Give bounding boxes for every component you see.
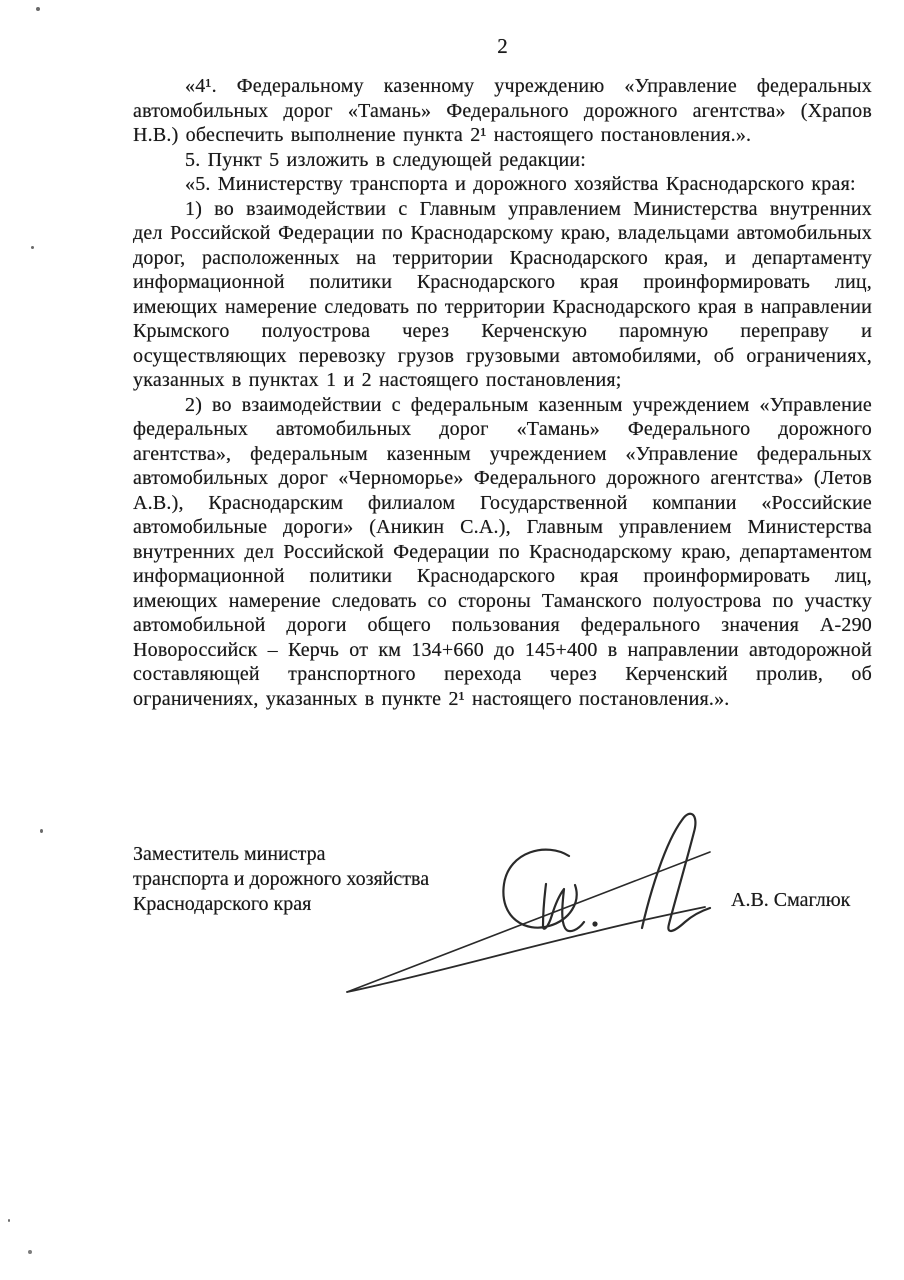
paragraph-item-5-header: «5. Министерству транспорта и дорожного хозяйства Краснодарского края:: [185, 173, 856, 195]
scan-speck: [40, 829, 43, 833]
scan-speck: [36, 7, 40, 11]
signatory-title-line: транспорта и дорожного хозяйства: [133, 868, 430, 890]
scan-speck: [8, 1219, 10, 1222]
paragraph-subitem-2: 2) во взаимодействии с федеральным казенным учреждением «Управление федеральных автомобильных дорог «Тамань» Федерального дорожного агентства», федеральным казенным учреждением «Управление федеральных автомобильных дорог «Черноморье» Федерального дорожного агентства» (Летов А.В.), Краснодарским филиалом Государственной компании «Российские автомобильные дороги» (Аникин С.А.), Главным управлением Министерства внутренних дел Российской Федерации по Краснодарскому краю, департаментом информационной политики Краснодарского края проинформировать лиц, имеющих намерение следовать со стороны Таманского полуострова по участку автомобильной дороги общего пользования федерального значения А-290 Новороссийск – Керчь от км 134+660 до 145+400 в направлении автодорожной составляющей транспортного перехода через Керченский пролив, об ограничениях, указанных в пункте 2¹ настоящего постановления.».: [133, 393, 872, 710]
signatory-title-line: Краснодарского края: [133, 893, 312, 915]
paragraph-item-4-1: «4¹. Федеральному казенному учреждению «Управление федеральных автомобильных дорог «Тамань» Федерального дорожного агентства» (Храпов Н.В.) обеспечить выполнение пункта 2¹ настоящего постановления.».: [133, 75, 872, 146]
scan-speck: [28, 1250, 32, 1254]
document-body: [133, 74, 872, 711]
page-number: 2: [497, 34, 508, 58]
signatory-name: А.В. Смаглюк: [731, 889, 851, 911]
handwritten-signature-icon: [333, 805, 733, 1005]
signatory-title-line: Заместитель министра: [133, 843, 326, 865]
scan-speck: [31, 246, 34, 249]
paragraph-subitem-1: 1) во взаимодействии с Главным управлением Министерства внутренних дел Российской Федерации по Краснодарскому краю, владельцами автомобильных дорог, расположенных на территории Краснодарского края, и департаменту информационной политики Краснодарского края проинформировать лиц, имеющих намерение следовать по территории Краснодарского края в направлении Крымского полуострова через Керченскую паромную переправу и осуществляющих перевозку грузов грузовыми автомобилями, об ограничениях, указанных в пунктах 1 и 2 настоящего постановления;: [133, 197, 872, 391]
paragraph-item-5-intro: 5. Пункт 5 изложить в следующей редакции:: [185, 148, 587, 171]
